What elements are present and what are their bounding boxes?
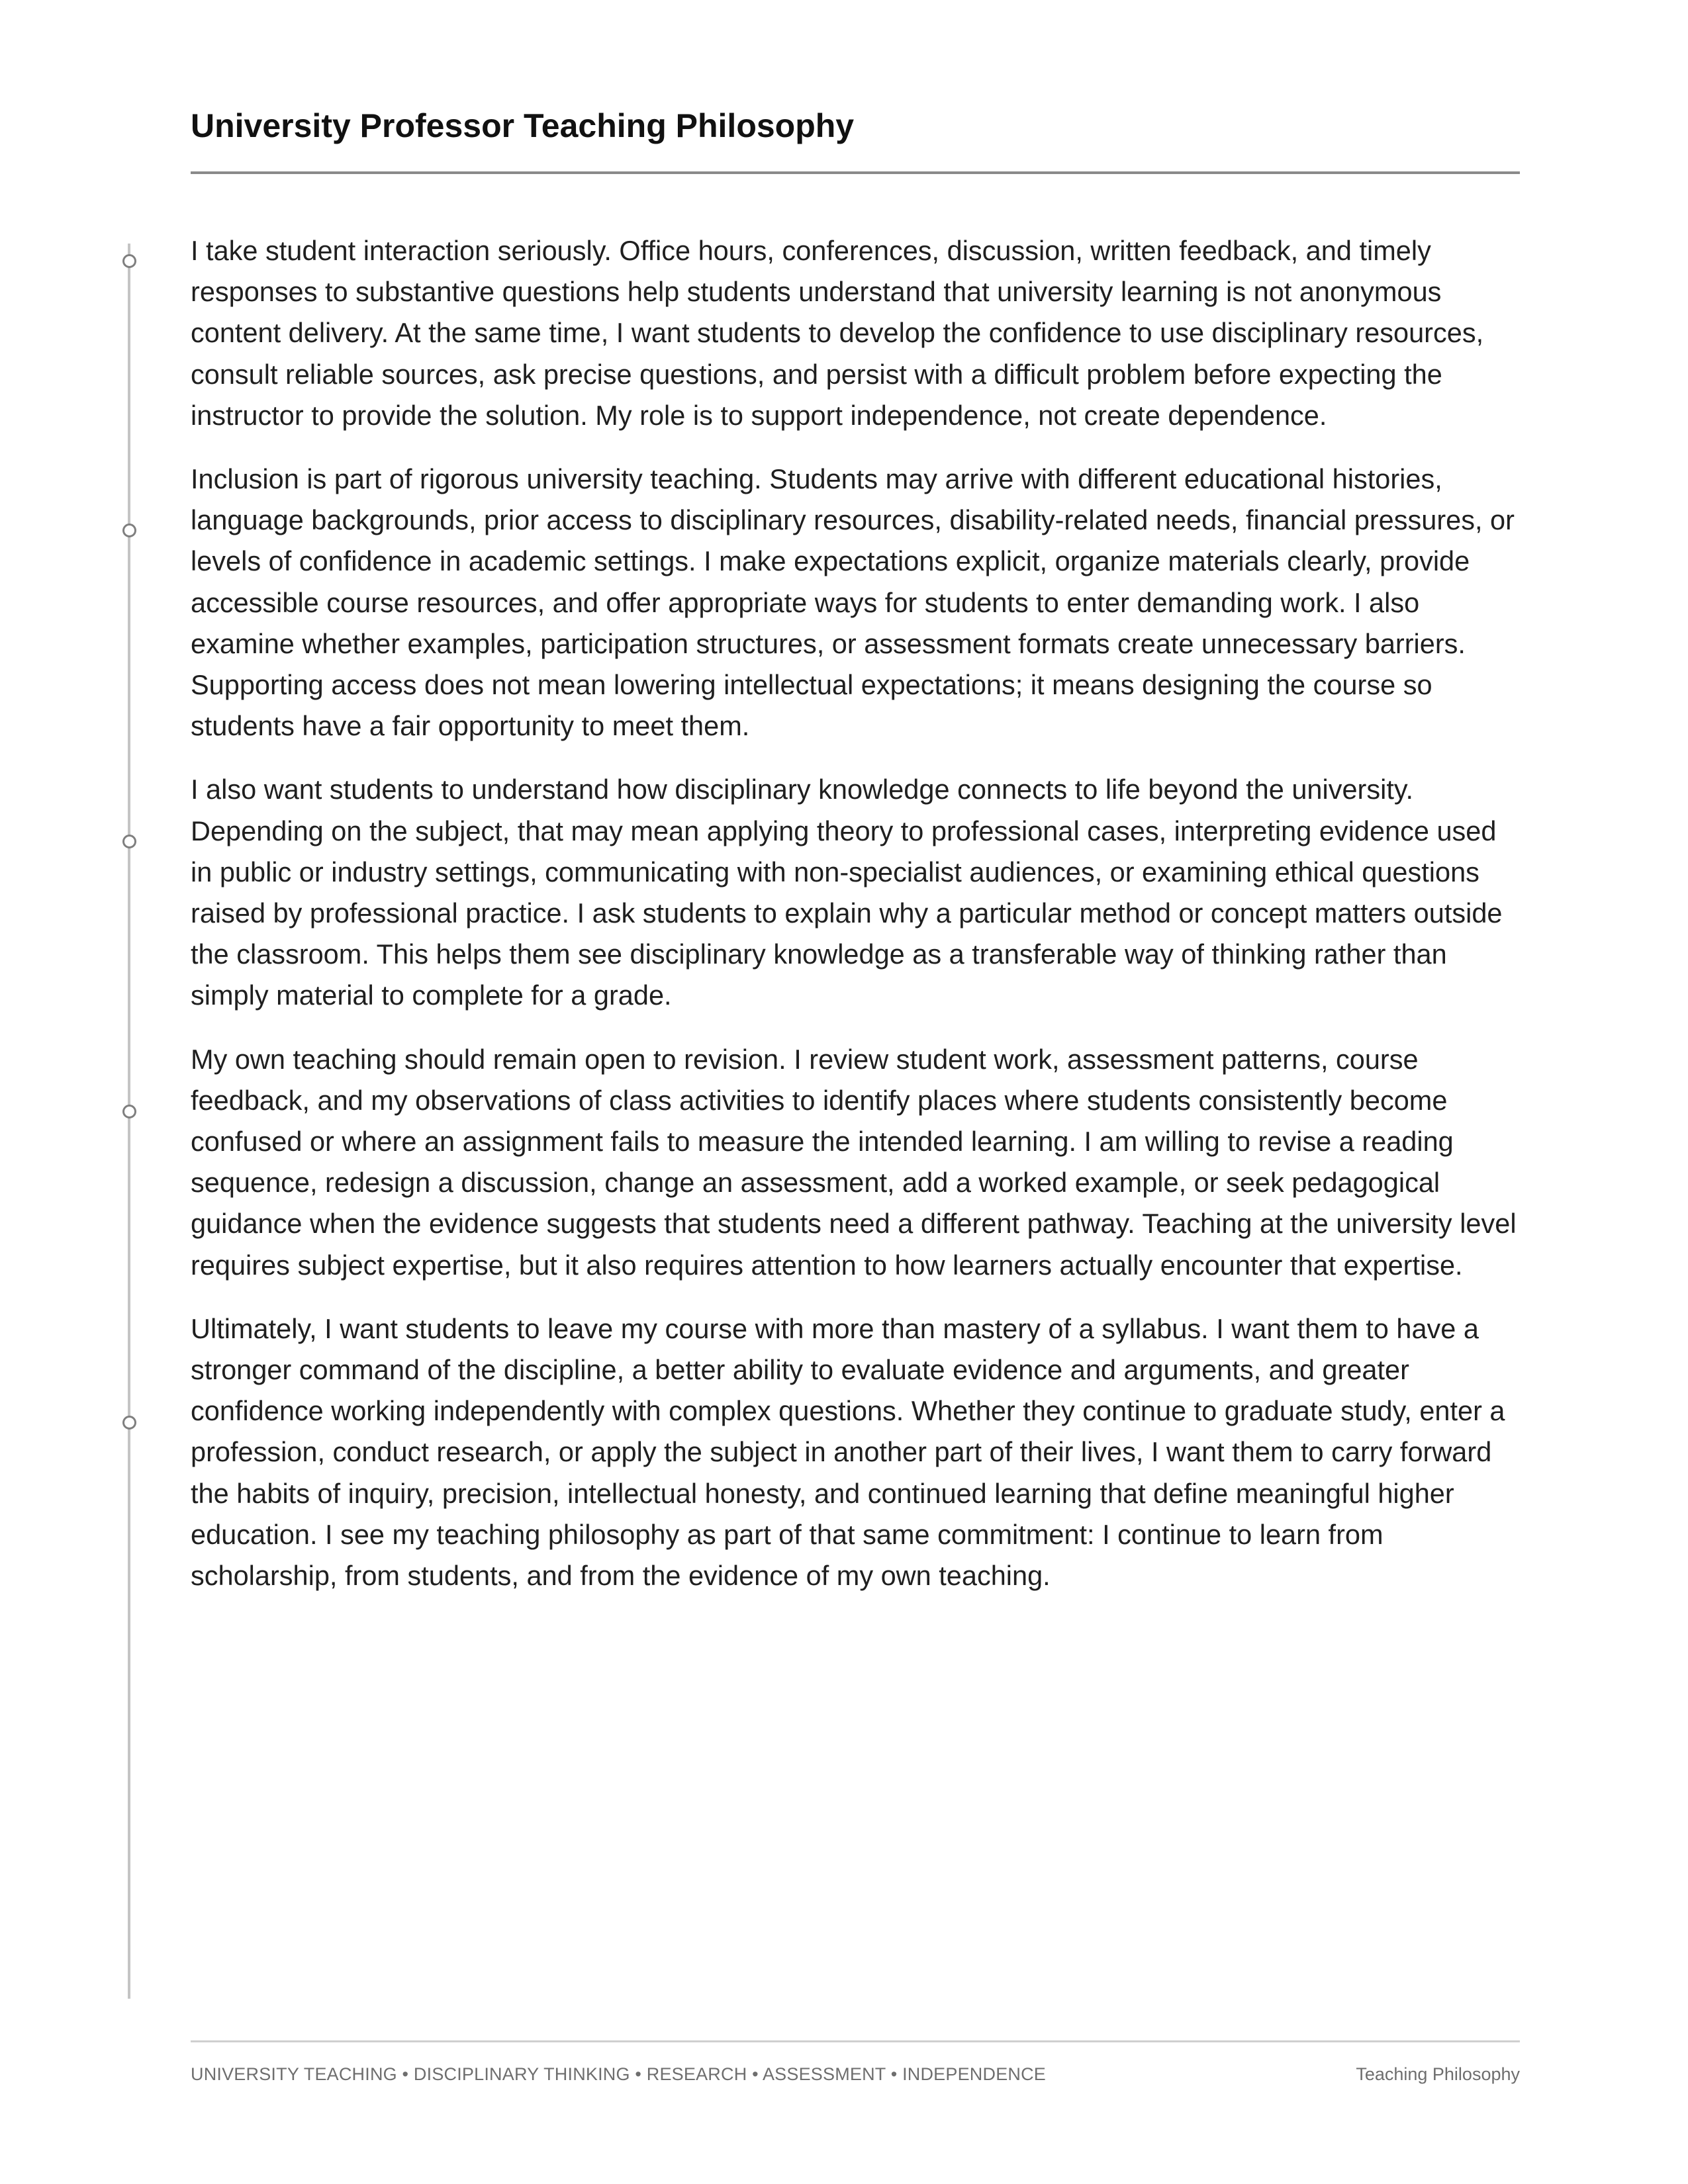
timeline-line [128,244,130,1999]
page-title: University Professor Teaching Philosophy [191,107,855,144]
timeline-node [122,254,136,268]
timeline-node [122,1416,136,1430]
timeline-node [122,523,136,537]
footer-tags: UNIVERSITY TEACHING • DISCIPLINARY THINKING • RESEARCH • ASSESSMENT • INDEPENDENCE [191,2064,1047,2084]
timeline-node [122,835,136,848]
footer-label: Teaching Philosophy [1356,2064,1520,2084]
paragraph-teaching-revision: My own teaching should remain open to revision. I review student work, assessment patterns, course feedback, and my observations of class activities to identify places where students consistently become confused or where an assignment fails to measure the intended learning. I am willing to revise a reading sequence, redesign a discussion, change an assessment, add a worked example, or seek pedagogical guidance when the evidence suggests that students need a different pathway. Teaching at the university level requires subject expertise, but it also requires attention to how learners actually encounter that expertise. [191,1043,1517,1281]
title-divider [191,171,1520,174]
paragraph-student-interaction: I take student interaction seriously. Office hours, conferences, discussion, written feedback, and timely responses to substantive questions help students understand that university learning is not anonymous content delivery. At the same time, I want students to develop the confidence to use disciplinary resources, consult reliable sources, ask precise questions, and persist with a difficult problem before expecting the instructor to provide the solution. My role is to support independence, not create dependence. [191,235,1484,431]
footer-divider [191,2040,1520,2042]
timeline-node [122,1105,136,1118]
body-text [191,230,1520,1619]
paragraph-conclusion: Ultimately, I want students to leave my course with more than mastery of a syllabus. I want them to have a stronger command of the discipline, a better ability to evaluate evidence and arguments, and greater confidence working independently with complex questions. Whether they continue to graduate study, enter a profession, conduct research, or apply the subject in another part of their lives, I want them to carry forward the habits of inquiry, precision, intellectual honesty, and continued learning that define meaningful higher education. I see my teaching philosophy as part of that same commitment: I continue to learn from scholarship, from students, and from the evidence of my own teaching. [191,1312,1505,1592]
paragraph-inclusion: Inclusion is part of rigorous university teaching. Students may arrive with different educational histories, language backgrounds, prior access to disciplinary resources, disability-related needs, financial pressures, or levels of confidence in academic settings. I make expectations explicit, organize materials clearly, provide accessible course resources, and offer appropriate ways for students to enter demanding work. I also examine whether examples, participation structures, or assessment formats create unnecessary barriers. Supporting access does not mean lowering intellectual expectations; it means designing the course so students have a fair opportunity to meet them. [191,463,1515,742]
paragraph-life-beyond-university: I also want students to understand how disciplinary knowledge connects to life beyond the university. Depending on the subject, that may mean applying theory to professional cases, interpreting evidence used in public or industry settings, communicating with non-specialist audiences, or examining ethical questions raised by professional practice. I ask students to explain why a particular method or concept matters outside the classroom. This helps them see disciplinary knowledge as a transferable way of thinking rather than simply material to complete for a grade. [191,774,1503,1011]
